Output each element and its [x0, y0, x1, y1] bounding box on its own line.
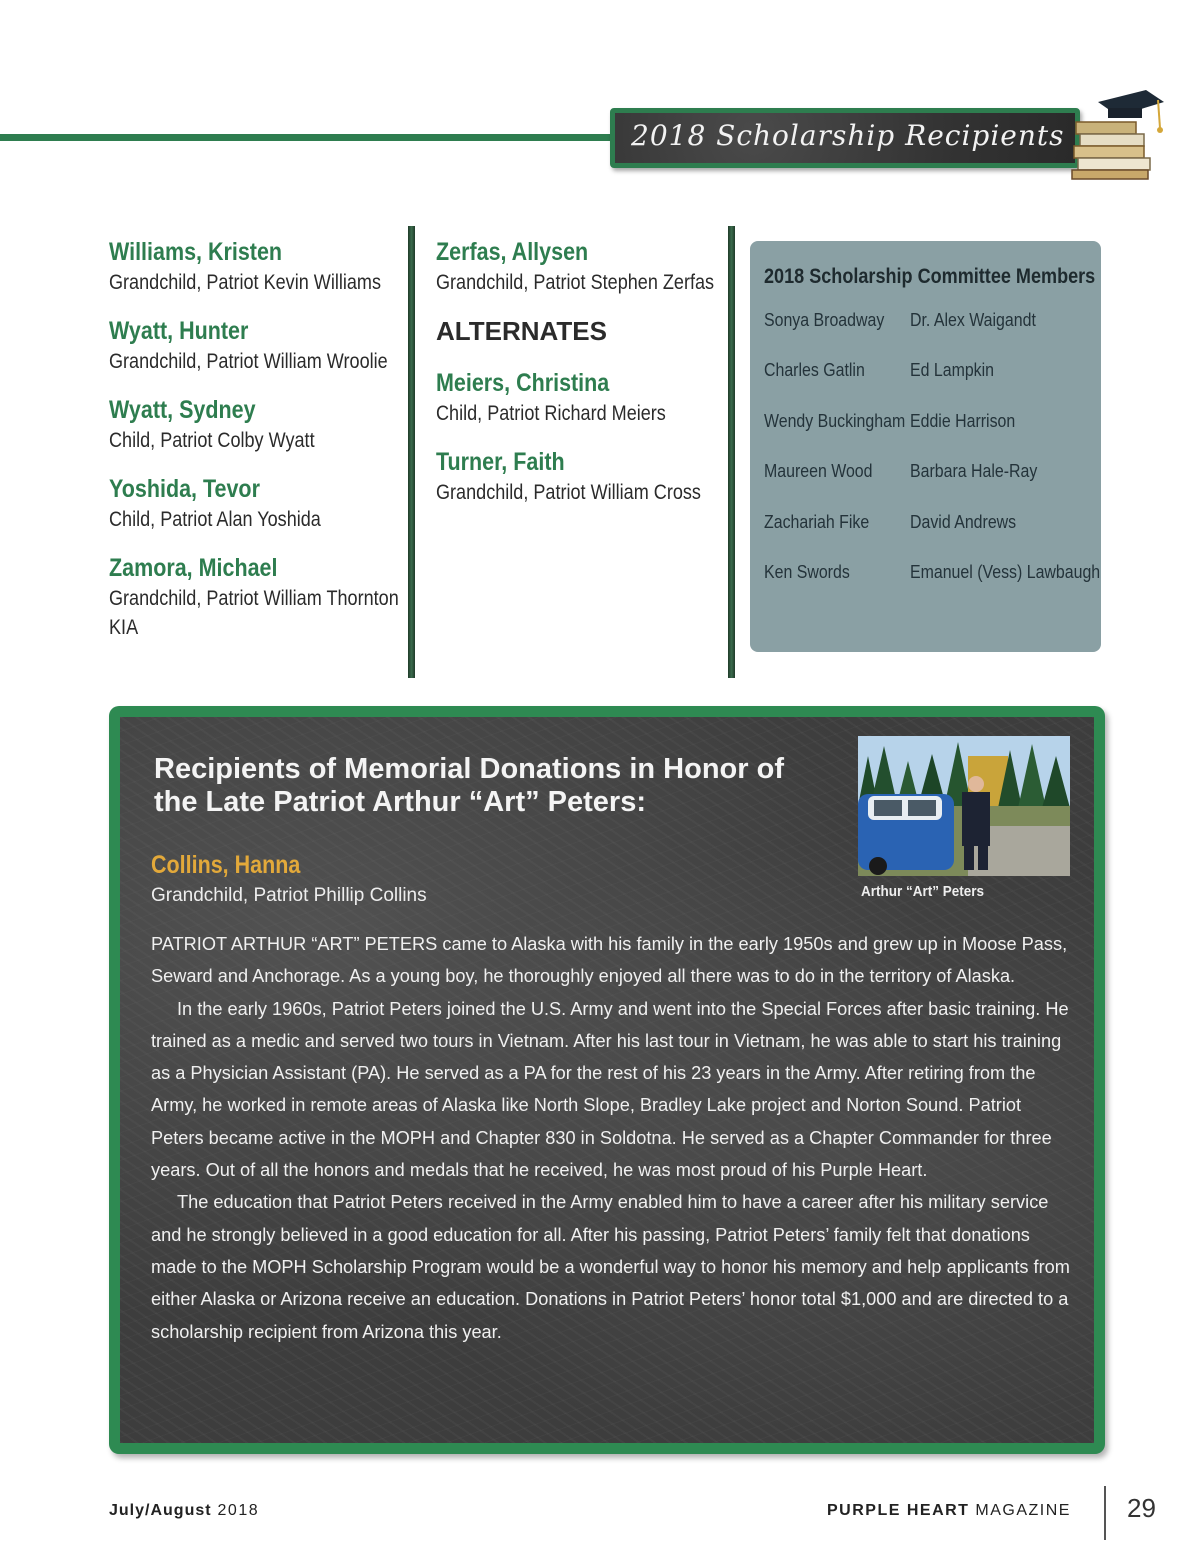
banner-title: 2018 Scholarship Recipients — [631, 119, 1065, 152]
memorial-title: Recipients of Memorial Donations in Honor of the Late Patriot Arthur “Art” Peters: — [154, 753, 784, 818]
recipients-column-1 — [109, 236, 409, 660]
story-paragraph: In the early 1960s, Patriot Peters joined the U.S. Army and went into the Special Forces after basic training. He trained as a medic and served two tours in Vietnam. After his last tour in Vietnam, he was able to start his training as a Physician Assistant (PA). He served as a PA for the rest of his 23 years in the Army. After retiring from the Army, he worked in remote areas of Alaska like North Slope, Bradley Lake project and Norton Sound. Patriot Peters became active in the MOPH and Chapter 830 in Soldotna. He served as a Chapter Commander for three years. Out of all the honors and medals that he received, he was most proud of his Purple Heart. — [151, 998, 1069, 1181]
recipient-relation: Child, Patriot Colby Wyatt — [109, 429, 315, 452]
footer-magazine-name: PURPLE HEART — [827, 1502, 970, 1519]
recipient-relation: Grandchild, Patriot Kevin Williams — [109, 271, 382, 294]
recipient-entry — [109, 236, 409, 297]
recipient-entry — [109, 473, 409, 534]
photo-caption: Arthur “Art” Peters — [861, 883, 985, 900]
recipient-relation: Grandchild, Patriot William Thornton — [109, 587, 399, 610]
committee-member: Ed Lampkin — [910, 359, 995, 380]
recipient-relation-note: KIA — [109, 616, 139, 639]
recipient-name: Zerfas, Allysen — [436, 238, 589, 266]
column-divider — [728, 226, 735, 678]
recipient-relation: Grandchild, Patriot William Wroolie — [109, 350, 388, 373]
committee-member: Sonya Broadway — [764, 309, 885, 330]
committee-member: Ken Swords — [764, 561, 850, 582]
committee-member: David Andrews — [910, 511, 1017, 532]
memorial-recipient-relation: Grandchild, Patriot Phillip Collins — [151, 885, 427, 906]
recipient-name: Williams, Kristen — [109, 238, 283, 266]
committee-member: Charles Gatlin — [764, 359, 865, 380]
alternate-entry — [436, 367, 726, 428]
portrait-photo — [858, 736, 1070, 876]
committee-member: Barbara Hale-Ray — [910, 460, 1038, 481]
recipient-relation: Child, Patriot Alan Yoshida — [109, 508, 321, 531]
alternate-relation: Grandchild, Patriot William Cross — [436, 481, 701, 504]
story-paragraph: PATRIOT ARTHUR “ART” PETERS came to Alaska with his family in the early 1950s and grew up in Moose Pass, Seward and Anchorage. As a young boy, he thoroughly enjoyed all there was to do in the territory of Alaska. — [151, 934, 1068, 987]
recipient-name: Yoshida, Tevor — [109, 475, 260, 503]
memorial-recipient-name: Collins, Hanna — [151, 851, 301, 879]
footer-divider — [1104, 1486, 1106, 1540]
recipient-entry — [109, 315, 409, 376]
recipient-name: Wyatt, Hunter — [109, 317, 249, 345]
committee-member: Emanuel (Vess) Lawbaugh — [910, 561, 1101, 582]
alternate-name: Turner, Faith — [436, 448, 565, 476]
alternate-name: Meiers, Christina — [436, 369, 610, 397]
committee-title: 2018 Scholarship Committee Members — [764, 265, 1096, 288]
recipient-name: Wyatt, Sydney — [109, 396, 256, 424]
graduation-books-icon — [1068, 88, 1164, 180]
alternate-entry — [436, 446, 726, 507]
memorial-story — [151, 928, 1071, 1348]
recipient-entry — [109, 552, 409, 642]
footer-issue-month: July/August — [109, 1502, 212, 1519]
footer-magazine — [827, 1502, 1071, 1520]
recipient-entry — [436, 236, 726, 297]
footer-issue — [109, 1502, 259, 1520]
story-paragraph: The education that Patriot Peters received in the Army enabled him to have a career after his military service and he strongly believed in a good education for all. After his passing, Patriot Peters’ family felt that donations made to the MOPH Scholarship Program would be a wonderful way to honor his memory and help applicants from either Alaska or Arizona receive an education. Donations in Patriot Peters’ honor total $1,000 and are directed to a scholarship recipient from Arizona this year. — [151, 1192, 1070, 1342]
column-divider — [408, 226, 415, 678]
memorial-chalkboard — [109, 706, 1105, 1454]
committee-box — [750, 241, 1101, 652]
alternates-heading: ALTERNATES — [436, 316, 607, 346]
recipients-column-2 — [436, 236, 726, 525]
section-banner — [610, 108, 1080, 168]
committee-member: Wendy Buckingham — [764, 410, 906, 431]
header-rule — [0, 134, 620, 141]
alternate-relation: Child, Patriot Richard Meiers — [436, 402, 666, 425]
footer-issue-year: 2018 — [217, 1502, 260, 1519]
recipient-relation: Grandchild, Patriot Stephen Zerfas — [436, 271, 715, 294]
committee-member: Dr. Alex Waigandt — [910, 309, 1036, 330]
recipient-entry — [109, 394, 409, 455]
committee-member: Zachariah Fike — [764, 511, 870, 532]
recipient-name: Zamora, Michael — [109, 554, 278, 582]
page-number: 29 — [1127, 1493, 1156, 1523]
footer-magazine-word: MAGAZINE — [975, 1502, 1071, 1519]
committee-member: Eddie Harrison — [910, 410, 1016, 431]
committee-member: Maureen Wood — [764, 460, 873, 481]
